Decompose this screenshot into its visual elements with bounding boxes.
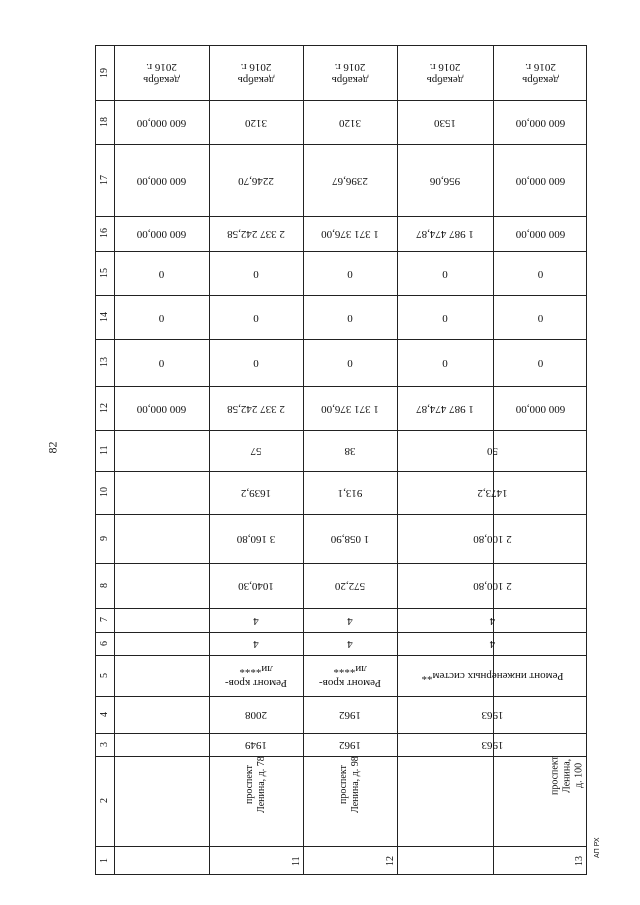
row13-period-b: декабрь 2016 г. [522,61,559,87]
col-num-1: 1 [99,858,110,864]
col-num-5: 5 [99,673,110,678]
row11-cell-14: 0 [253,311,259,324]
row11-cell-16: 2 337 242,58 [227,228,285,241]
col-num-2: 2 [99,798,110,804]
row13-address: проспект Ленина, д. 100 [549,756,585,795]
row13-cell-13a: 0 [442,357,448,370]
row13-work-type: Ремонт инженерных систем** [421,670,564,683]
row13-cell-17b: 600 000,00 [515,174,566,187]
col-num-16: 16 [99,228,110,239]
prev-cell-13: 0 [158,357,165,370]
col-num-8: 8 [99,583,110,588]
col-num-12: 12 [99,403,110,413]
col-num-4: 4 [99,712,110,717]
row13-cell-7: 4 [489,614,496,627]
row12-number: 12 [385,856,396,866]
row11-cell-9: 3 160,80 [236,533,276,546]
row11-cell-6: 4 [253,638,259,651]
row13-cell-4: 1963 [481,709,504,722]
row11-number: 11 [291,856,302,866]
col-num-18: 18 [99,117,110,127]
page-number: 82 [45,441,60,454]
row12-cell-6: 4 [347,638,353,651]
row11-cell-15: 0 [253,267,259,280]
prev-cell-15: 0 [158,267,165,280]
row11-cell-13: 0 [253,357,259,370]
row13-cell-11: 50 [487,445,498,458]
row13-cell-18b: 600 000,00 [515,116,566,129]
col-num-10: 10 [99,487,110,498]
row12-cell-4: 1962 [339,709,361,722]
prev-cell-12: 600 000,00 [136,402,187,415]
footer-mark: АП РХ [594,837,601,859]
prev-cell-17: 600 000,00 [136,174,187,187]
row12-cell-17: 2396,67 [332,174,368,187]
row13-cell-12a: 1 987 474,87 [416,402,474,415]
row12-address: проспект Ленина, д. 98 [338,756,361,813]
row11-cell-7: 4 [253,614,259,627]
col-num-9: 9 [99,536,110,541]
row13-cell-14b: 0 [537,311,544,324]
col-num-13: 13 [99,357,110,368]
row12-cell-14: 0 [347,311,353,324]
row12-cell-18: 3120 [339,116,361,129]
row13-number: 13 [574,856,585,866]
col-num-11: 11 [99,445,110,456]
row12-work-type: Ремонт кров- ли**** [319,663,381,689]
col-num-7: 7 [99,617,110,623]
row13-cell-16a: 1 987 474,87 [416,228,474,241]
row11-cell-10: 1639,2 [240,487,272,500]
row11-cell-12: 2 337 242,58 [227,402,285,415]
row12-cell-11: 38 [344,445,356,458]
row12-cell-3: 1962 [339,739,361,752]
row13-cell-8: 2 100,80 [473,580,512,593]
row13-cell-13b: 0 [537,357,544,370]
col-num-19: 19 [99,68,110,78]
row13-cell-10: 1473,2 [477,487,508,500]
row13-cell-12b: 600 000,00 [515,402,566,415]
row11-address: проспект Ленина, д. 78 [244,756,267,813]
row13-cell-15b: 0 [537,267,544,280]
row13-cell-3: 1963 [481,739,504,752]
row13-cell-6: 4 [489,638,496,651]
prev-cell-14: 0 [158,311,165,324]
row12-cell-8: 572,20 [334,580,366,593]
col-num-3: 3 [99,742,110,747]
row11-cell-18: 3120 [245,116,267,129]
row12-cell-13: 0 [347,357,353,370]
col-num-15: 15 [99,268,110,278]
col-num-14: 14 [99,312,110,322]
row12-cell-12: 1 371 376,00 [321,402,379,415]
row11-cell-11: 57 [250,445,262,458]
row11-cell-4: 2008 [245,709,267,722]
row11-cell-17: 2246,70 [238,174,274,187]
row12-cell-15: 0 [347,267,353,280]
row13-cell-17a: 956,06 [429,174,461,187]
row13-cell-14a: 0 [442,311,448,324]
row13-cell-15a: 0 [442,267,448,280]
row11-cell-8: 1040,30 [238,580,274,593]
row13-cell-9: 2 100,80 [473,533,512,546]
row12-cell-16: 1 371 376,00 [321,228,379,241]
row12-cell-9: 1 058,90 [330,533,370,546]
col-num-6: 6 [99,641,110,646]
data-table [95,45,587,875]
row13-cell-18a: 1530 [434,116,456,129]
prev-cell-16: 600 000,00 [136,228,187,241]
row12-cell-7: 4 [347,614,353,627]
row12-period: декабрь 2016 г. [331,61,369,87]
row12-cell-10: 913,1 [337,487,363,500]
prev-cell-18: 600 000,00 [136,116,187,129]
row11-work-type: Ремонт кров- ли**** [225,663,287,689]
row13-cell-16b: 600 000,00 [515,228,566,241]
prev-period-cell: декабрь 2016 г. [143,61,180,87]
col-num-17: 17 [99,175,110,185]
row11-cell-3: 1949 [245,739,267,752]
row13-period-a: декабрь 2016 г. [426,61,464,87]
row11-period: декабрь 2016 г. [237,61,275,87]
